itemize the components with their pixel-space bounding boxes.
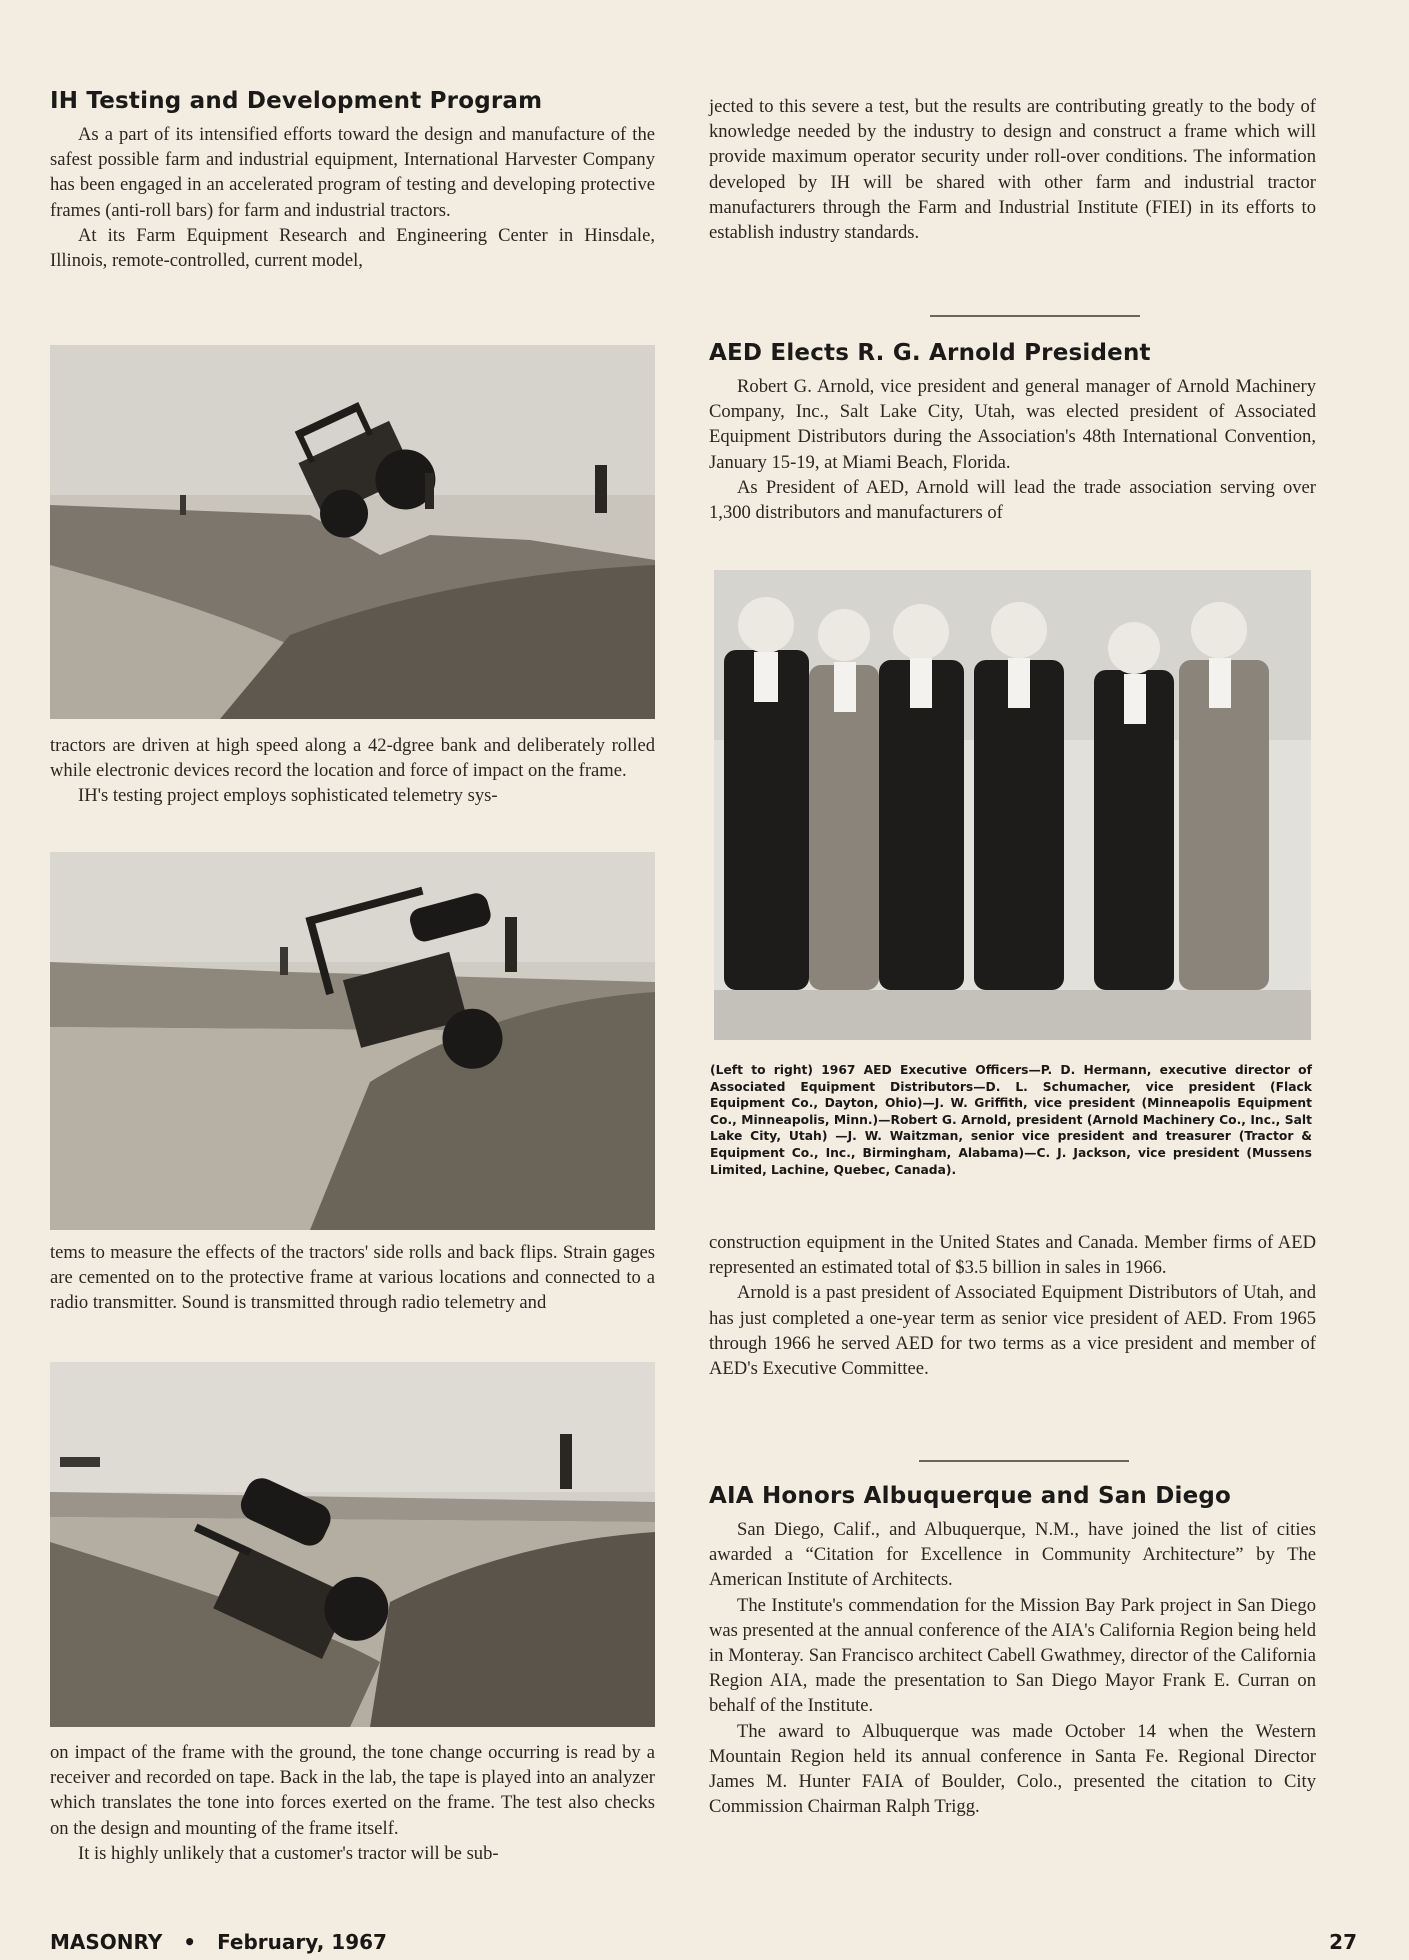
aed-article — [709, 340, 1316, 525]
aed-paragraph-4: Arnold is a past president of Associated Equipment Distributors of Utah, and has just completed a one-year term as senior vice president of AED. From 1965 through 1966 he served AED for two terms as a vice president and member of AED's Executive Committee. — [709, 1282, 1316, 1380]
ih-article-mid-2 — [50, 1240, 655, 1316]
aia-paragraph-1: San Diego, Calif., and Albuquerque, N.M., have joined the list of cities awarded a “Citation for Excellence in Community Architecture” by The American Institute of Architects. — [709, 1519, 1316, 1591]
ih-paragraph-6: on impact of the frame with the ground, the tone change occurring is read by a receiver and recorded on tape. Back in the lab, the tape is played into an analyzer which translates the tone into forces exerted on the frame. The test also checks on the design and mounting of the frame itself. — [50, 1742, 655, 1839]
footer-date: February, 1967 — [217, 1930, 387, 1954]
ih-paragraph-continued: jected to this severe a test, but the results are contributing greatly to the body of knowledge needed by the industry to design and construct a frame which will provide maximum operator security under roll-over conditions. The information developed by IH will be shared with other farm and industrial tractor manufacturers through the Farm and Industrial Institute (FIEI) in its efforts to establish industry standards. — [709, 96, 1316, 244]
aed-article-continued — [709, 1230, 1316, 1381]
ih-paragraph-7: It is highly unlikely that a customer's tractor will be sub- — [78, 1842, 499, 1864]
section-divider-1 — [930, 315, 1140, 317]
section-divider-2 — [919, 1460, 1129, 1462]
aed-photo-caption: (Left to right) 1967 AED Executive Officers—P. D. Hermann, executive director of Associated Equipment Distributors—D. L. Schumacher, vice president (Flack Equipment Co., Dayton, Ohio)—J. W. Griffith, vice president (Minneapolis Equipment Co., Minneapolis, Minn.)—Robert G. Arnold, president (Arnold Machinery Co., Inc., Salt Lake City, Utah) —J. W. Waitzman, senior vice president and treasurer (Tractor & Equipment Co., Inc., Birmingham, Alabama)—C. J. Jackson, vice president (Mussens Limited, Lachine, Quebec, Canada). — [710, 1063, 1312, 1177]
aed-officers-photo — [714, 570, 1311, 1040]
tractor-photo-1 — [50, 345, 655, 719]
aia-paragraph-2: The Institute's commendation for the Mission Bay Park project in San Diego was presented at the annual conference of the AIA's California Region being held in Monteray. San Francisco architect Cabell Gwathmey, director of the California Region AIA, made the presentation to San Diego Mayor Frank E. Curran on behalf of the Institute. — [709, 1594, 1316, 1717]
aia-paragraph-3: The award to Albuquerque was made October 14 when the Western Mountain Region held its annual conference in Santa Fe. Regional Director James M. Hunter FAIA of Boulder, Colo., presented the citation to City Commission Chairman Ralph Trigg. — [709, 1720, 1316, 1818]
ih-paragraph-1: As a part of its intensified efforts toward the design and manufacture of the safest possible farm and industrial equipment, International Harvester Company has been engaged in an accelerated program of testing and developing protective frames (anti-roll bars) for farm and industrial tractors. — [50, 124, 655, 221]
aed-paragraph-2: As President of AED, Arnold will lead the trade association serving over 1,300 distributors and manufacturers of — [709, 476, 1316, 524]
ih-paragraph-5: tems to measure the effects of the tractors' side rolls and back flips. Strain gages are cemented on to the protective frame at various locations and connected to a radio transmitter. Sound is transmitted through radio telemetry and — [50, 1242, 655, 1314]
aia-article — [709, 1483, 1316, 1819]
ih-article-title: IH Testing and Development Program — [50, 88, 543, 114]
ih-article-intro — [50, 88, 655, 273]
ih-article-end — [50, 1740, 655, 1866]
ih-paragraph-2: At its Farm Equipment Research and Engineering Center in Hinsdale, Illinois, remote-controlled, current model, — [50, 224, 655, 272]
tractor-photo-2 — [50, 852, 655, 1230]
aed-paragraph-3: construction equipment in the United States and Canada. Member firms of AED represented an estimated total of $3.5 billion in sales in 1966. — [709, 1232, 1316, 1279]
ih-article-mid-1 — [50, 733, 655, 809]
ih-article-continued — [709, 94, 1316, 245]
footer-bullet: • — [183, 1930, 197, 1954]
footer-magazine-name: MASONRY — [50, 1930, 163, 1954]
aed-paragraph-1: Robert G. Arnold, vice president and general manager of Arnold Machinery Company, Inc., Salt Lake City, Utah, was elected president of Associated Equipment Distributors during the Association's 48th International Convention, January 15-19, at Miami Beach, Florida. — [709, 376, 1316, 473]
page-number: 27 — [1329, 1930, 1357, 1954]
ih-paragraph-3: tractors are driven at high speed along a 42-dgree bank and deliberately rolled while electronic devices record the location and force of impact on the frame. — [50, 735, 655, 782]
ih-paragraph-4: IH's testing project employs sophisticated telemetry sys- — [78, 785, 498, 807]
aed-article-title: AED Elects R. G. Arnold President — [709, 340, 1151, 366]
footer-magazine-line — [50, 1930, 387, 1954]
tractor-photo-3 — [50, 1362, 655, 1727]
aia-article-title: AIA Honors Albuquerque and San Diego — [709, 1483, 1232, 1509]
